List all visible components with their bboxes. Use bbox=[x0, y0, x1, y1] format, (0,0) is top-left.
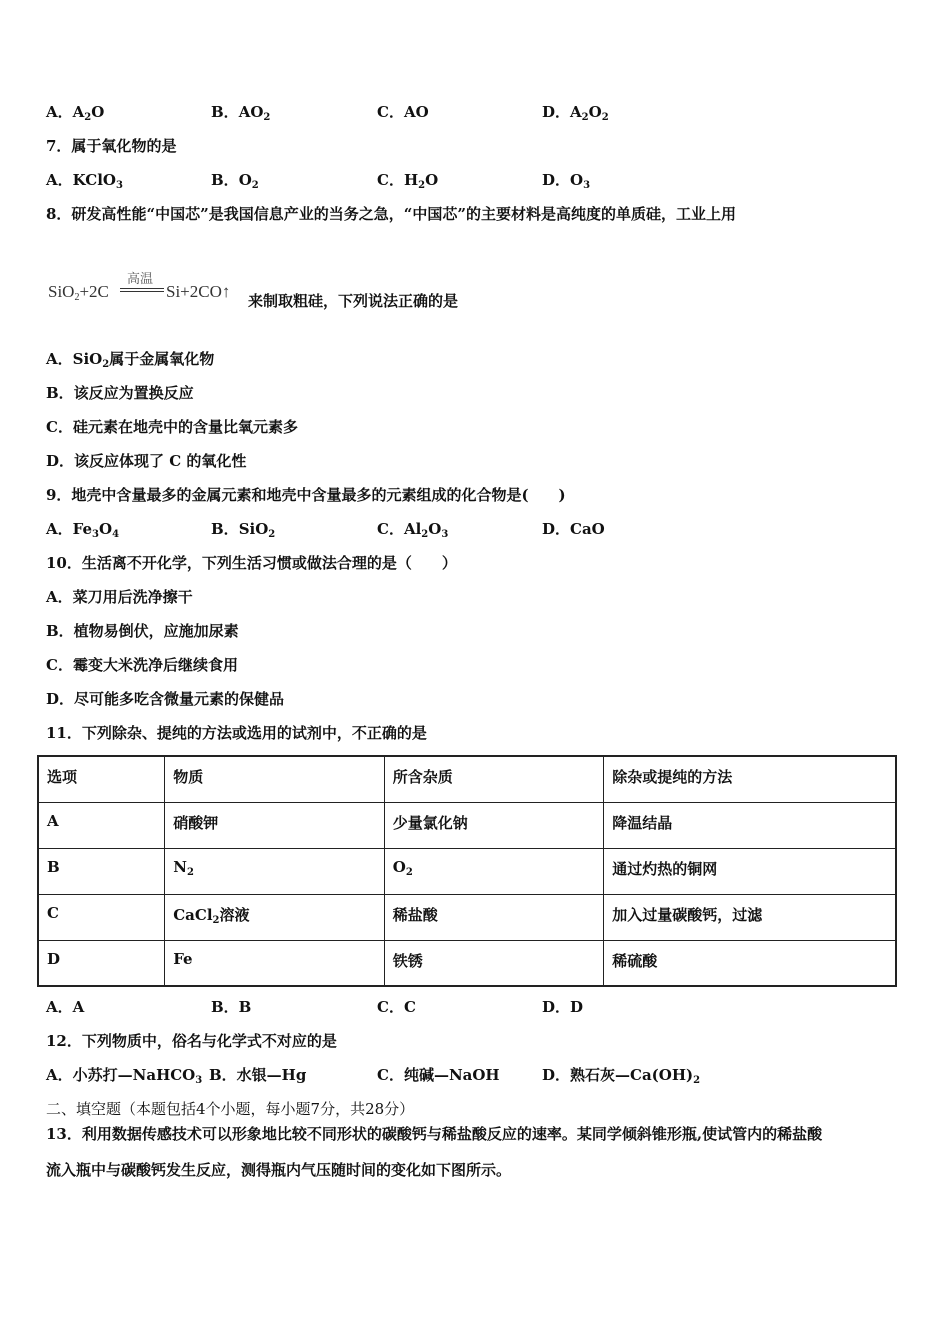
header-method: 除杂或提纯的方法 bbox=[604, 756, 896, 802]
cell-impurity: $O_2$ bbox=[384, 848, 603, 894]
header-substance: 物质 bbox=[165, 756, 385, 802]
q8-equation bbox=[48, 270, 248, 310]
q8-option-a: A．SiO$_2$属于金属氧化物 bbox=[46, 350, 215, 370]
q10-option-d: D．尽可能多吃含微量元素的保健品 bbox=[46, 690, 285, 708]
q7-option-c: C．$H_2O$ bbox=[377, 171, 439, 191]
q10-stem: 10．生活离不开化学，下列生活习惯或做法合理的是（ ） bbox=[46, 554, 457, 572]
q11-option-a: A．A bbox=[46, 998, 85, 1016]
q10-option-a: A．菜刀用后洗净擦干 bbox=[46, 588, 193, 606]
q10-option-b: B．植物易倒伏，应施加尿素 bbox=[46, 622, 239, 640]
q10-option-c: C．霉变大米洗净后继续食用 bbox=[46, 656, 238, 674]
q12-option-b: B．水银—Hg bbox=[209, 1066, 307, 1084]
q6-option-b: B．$AO_2$ bbox=[211, 103, 271, 123]
q12-stem: 12．下列物质中，俗名与化学式不对应的是 bbox=[46, 1032, 337, 1050]
equation-bar bbox=[120, 291, 164, 292]
q7-option-a: A．KClO$_3$ bbox=[46, 171, 123, 191]
cell-impurity: 稀盐酸 bbox=[384, 894, 603, 940]
q9-option-c: C．$Al_2O_3$ bbox=[377, 520, 449, 540]
cell-impurity: 铁锈 bbox=[384, 940, 603, 986]
q6-option-d: D．$A_2O_2$ bbox=[542, 103, 609, 123]
q11-option-b: B．B bbox=[211, 998, 252, 1016]
table-row bbox=[38, 848, 896, 894]
q13-line1: 13．利用数据传感技术可以形象地比较不同形状的碳酸钙与稀盐酸反应的速率。某同学倾斜锥形瓶,使试管内的稀盐酸 bbox=[46, 1125, 823, 1143]
q9-stem: 9．地壳中含量最多的金属元素和地壳中含量最多的元素组成的化合物是( ) bbox=[46, 486, 566, 504]
table-row bbox=[38, 802, 896, 848]
q6-option-a: A．$A_2O$ bbox=[46, 103, 105, 123]
q7-option-b: B．$O_2$ bbox=[211, 171, 259, 191]
q8-option-c: C．硅元素在地壳中的含量比氧元素多 bbox=[46, 418, 298, 436]
q9-option-b: B．SiO$_2$ bbox=[211, 520, 276, 540]
cell-option: D bbox=[38, 940, 165, 986]
header-option: 选项 bbox=[38, 756, 165, 802]
cell-substance: 硝酸钾 bbox=[165, 802, 385, 848]
cell-method: 通过灼热的铜网 bbox=[604, 848, 896, 894]
q12-option-d: D．熟石灰$—Ca(OH)_2$ bbox=[542, 1066, 701, 1086]
cell-impurity: 少量氯化钠 bbox=[384, 802, 603, 848]
table-row bbox=[38, 940, 896, 986]
q9-option-a: A．$Fe_3O_4$ bbox=[46, 520, 120, 540]
q7-option-d: D．$O_3$ bbox=[542, 171, 591, 191]
q8-option-b: B．该反应为置换反应 bbox=[46, 384, 194, 402]
table-header-row bbox=[38, 756, 896, 802]
cell-substance: Fe bbox=[165, 940, 385, 986]
q11-option-c: C．C bbox=[377, 998, 416, 1016]
cell-method: 降温结晶 bbox=[604, 802, 896, 848]
cell-method: 稀硫酸 bbox=[604, 940, 896, 986]
q8-stem: 8．研发高性能“中国芯”是我国信息产业的当务之急，“中国芯”的主要材料是高纯度的单质硅，工业上用 bbox=[46, 205, 736, 223]
equation-rhs: Si+2CO↑ bbox=[166, 282, 231, 301]
q7-stem: 7．属于氧化物的是 bbox=[46, 137, 177, 155]
q8-stem-continued: 来制取粗硅，下列说法正确的是 bbox=[248, 292, 459, 310]
q9-option-d: D．CaO bbox=[542, 520, 605, 538]
q11-option-d: D．D bbox=[542, 998, 584, 1016]
cell-method: 加入过量碳酸钙，过滤 bbox=[604, 894, 896, 940]
header-impurity: 所含杂质 bbox=[384, 756, 603, 802]
q6-option-c: C．AO bbox=[377, 103, 429, 121]
cell-option: A bbox=[38, 802, 165, 848]
equation-bar bbox=[120, 288, 164, 289]
cell-substance: $N_2$ bbox=[165, 848, 385, 894]
equation-lhs: SiO$_2$+2C bbox=[48, 282, 109, 303]
table-row bbox=[38, 894, 896, 940]
q13-line2: 流入瓶中与碳酸钙发生反应，测得瓶内气压随时间的变化如下图所示。 bbox=[46, 1161, 512, 1179]
cell-substance: CaCl$_2$溶液 bbox=[165, 894, 385, 940]
section-heading: 二、填空题（本题包括4个小题，每小题7分，共28分） bbox=[46, 1100, 415, 1118]
equation-condition: 高温 bbox=[127, 271, 154, 286]
q11-table bbox=[37, 755, 897, 987]
q11-stem: 11．下列除杂、提纯的方法或选用的试剂中，不正确的是 bbox=[46, 724, 427, 742]
cell-option: B bbox=[38, 848, 165, 894]
q8-option-d: D．该反应体现了 C 的氧化性 bbox=[46, 452, 247, 470]
q12-option-c: C．纯碱—NaOH bbox=[377, 1066, 500, 1084]
cell-option: C bbox=[38, 894, 165, 940]
q12-option-a: A．小苏打—NaHCO$_3$ bbox=[46, 1066, 203, 1086]
